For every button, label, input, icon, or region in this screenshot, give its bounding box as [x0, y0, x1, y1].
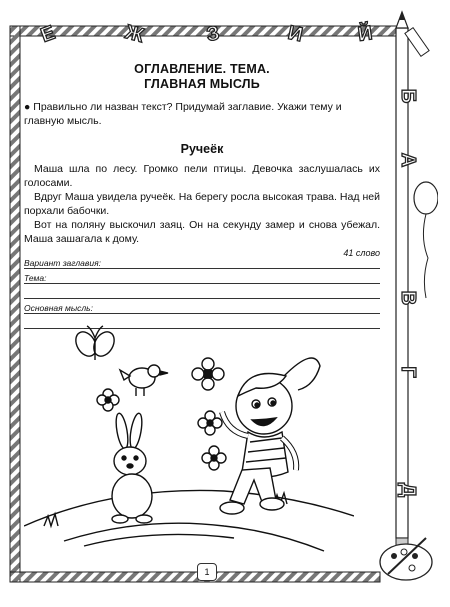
border-letter-i: И: [285, 21, 305, 47]
heading-line-2: ГЛАВНАЯ МЫСЛЬ: [144, 77, 260, 91]
theme-extra-line[interactable]: [24, 288, 380, 303]
flower-icon: [198, 411, 222, 435]
task-instruction: [24, 100, 380, 128]
border-letter-b: Б: [397, 88, 419, 104]
story-title: Ручеёк: [180, 142, 224, 156]
flower-icon: [202, 446, 226, 470]
girl-icon: [220, 358, 320, 514]
paint-palette-icon: [380, 538, 432, 580]
variant-title-field[interactable]: [24, 258, 380, 273]
lesson-heading: [24, 62, 380, 92]
answer-line: [24, 283, 380, 284]
heading-line-1: ОГЛАВЛЕНИЕ. ТЕМА.: [134, 62, 270, 76]
butterfly-icon: [72, 326, 119, 360]
stream-outline: [64, 523, 324, 551]
variant-title-label: Вариант заглавия:: [24, 258, 101, 268]
border-letter-g: Г: [397, 366, 419, 378]
border-letter-v: В: [397, 290, 419, 306]
story-paragraph: Вот на поляну выскочил заяц. Он на секунду замер и снова убежал. Маша зашагала к дому.: [24, 219, 380, 245]
border-letter-d: Д: [397, 482, 419, 498]
page-number: 1: [197, 563, 217, 581]
answer-line: [24, 268, 380, 269]
border-letter-zh: Ж: [122, 21, 147, 48]
border-letter-y: Й: [356, 22, 374, 46]
task-text: Правильно ли назван текст? Придумай заглавие. Укажи тему и главную мысль.: [24, 101, 342, 127]
main-idea-label: Основная мысль:: [24, 303, 93, 313]
hill-outline: [24, 490, 354, 526]
theme-field[interactable]: [24, 273, 380, 288]
theme-label: Тема:: [24, 273, 47, 283]
bird-icon: [120, 365, 168, 396]
bullet-icon: ●: [24, 101, 31, 113]
rabbit-icon: [112, 412, 152, 523]
story-text: [24, 162, 380, 246]
balloon-icon: [414, 182, 438, 298]
flower-icon: [97, 389, 119, 411]
word-count: 41 слово: [343, 248, 380, 258]
story-paragraph: Вдруг Маша увидела ручеёк. На берегу росла высокая трава. Над ней порхали бабочки.: [24, 191, 380, 217]
border-letter-a: А: [397, 152, 419, 168]
flower-icon: [192, 358, 224, 390]
answer-line: [24, 313, 380, 314]
story-paragraph: Маша шла по лесу. Громко пели птицы. Девочка заслушалась их голосами.: [24, 163, 380, 189]
coloring-illustration: [24, 316, 354, 556]
border-letter-e: Е: [37, 21, 58, 47]
answer-line: [24, 298, 380, 299]
border-letter-z: З: [204, 22, 222, 47]
lesson-content: [24, 62, 380, 333]
